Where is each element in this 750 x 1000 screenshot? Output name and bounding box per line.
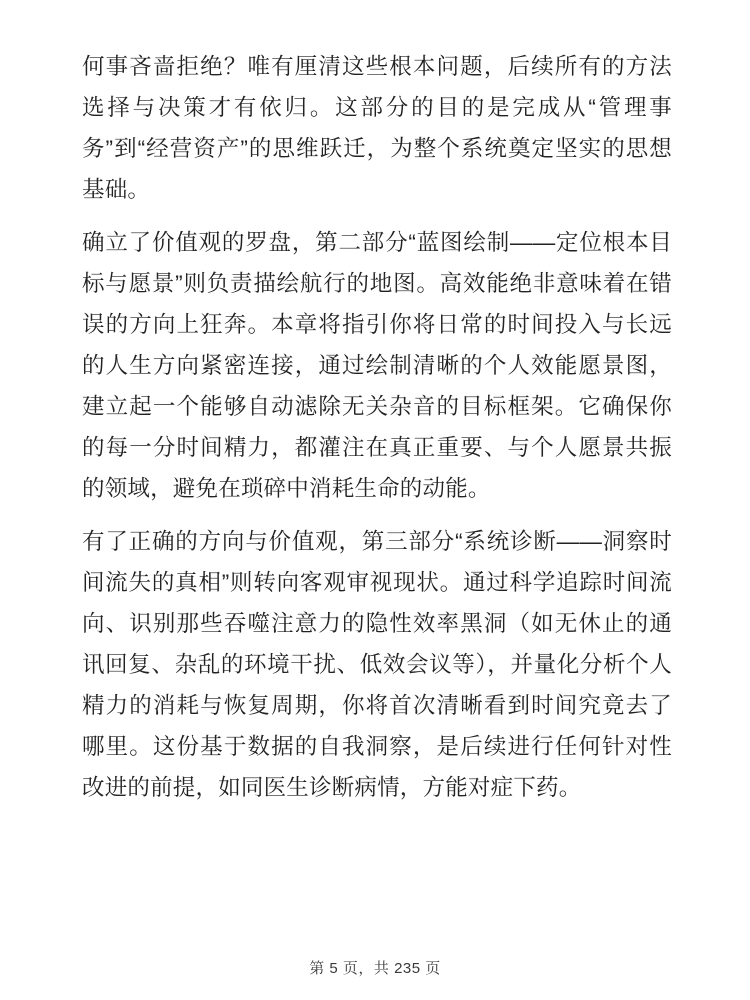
paragraph: 有了正确的方向与价值观，第三部分“系统诊断——洞察时间流失的真相”则转向客观审视现状。通过科学追踪时间流向、识别那些吞噬注意力的隐性效率黑洞（如无休止的通讯回复、杂乱的环境干扰、低效会议等），并量化分析个人精力的消耗与恢复周期，你将首次清晰看到时间究竟去了哪里。这份基于数据的自我洞察，是后续进行任何针对性改进的前提，如同医生诊断病情，方能对症下药。: [82, 529, 672, 800]
paragraph: 确立了价值观的罗盘，第二部分“蓝图绘制——定位根本目标与愿景”则负责描绘航行的地图。高效能绝非意味着在错误的方向上狂奔。本章将指引你将日常的时间投入与长远的人生方向紧密连接，通过绘制清晰的个人效能愿景图，建立起一个能够自动滤除无关杂音的目标框架。它确保你的每一分时间精力，都灌注在真正重要、与个人愿景共振的领域，避免在琐碎中消耗生命的动能。: [82, 230, 672, 501]
paragraph: 何事吝啬拒绝？唯有厘清这些根本问题，后续所有的方法选择与决策才有依归。这部分的目的是完成从“管理事务”到“经营资产”的思维跃迁，为整个系统奠定坚实的思想基础。: [82, 54, 672, 202]
page-footer: 第 5 页，共 235 页: [309, 960, 441, 977]
page-body: [82, 46, 672, 808]
